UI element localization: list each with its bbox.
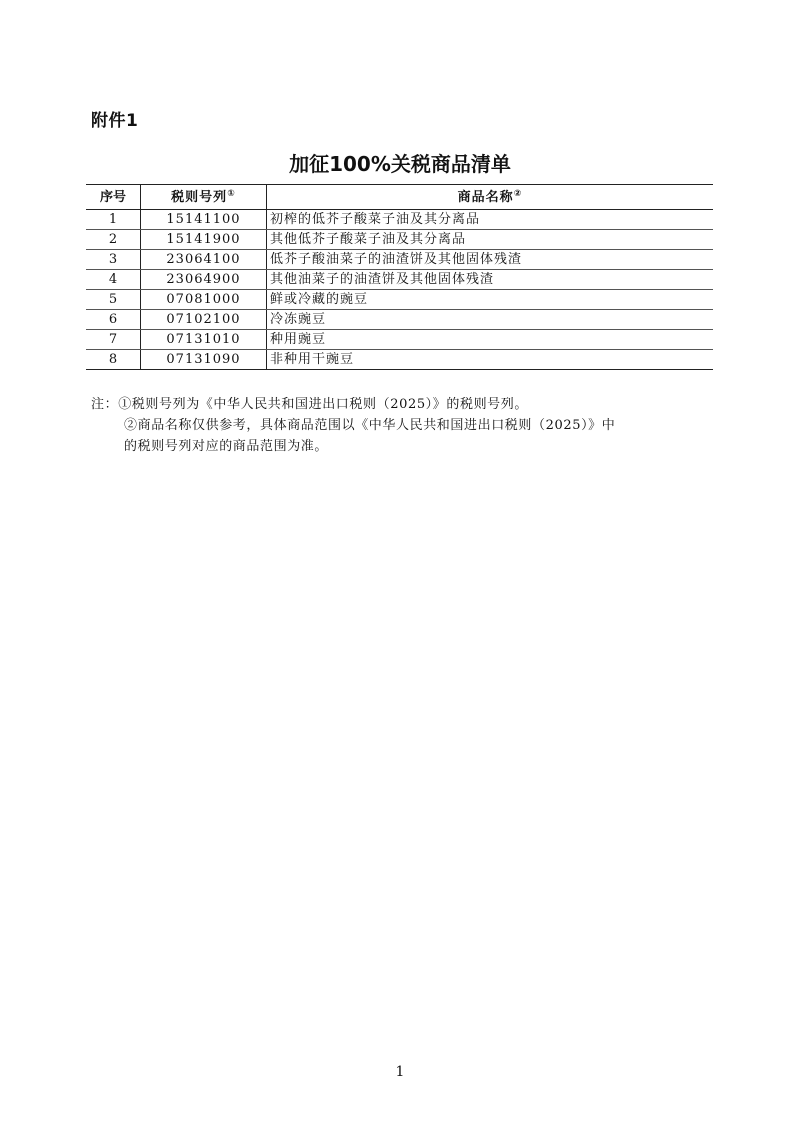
- header-name: [267, 185, 714, 210]
- footnote-1: 注：①税则号列为《中华人民共和国进出口税则（2025）》的税则号列。: [91, 397, 528, 412]
- row-name: 冷冻豌豆: [267, 310, 714, 330]
- document-title: 加征100%关税商品清单: [289, 152, 511, 176]
- table-row: [86, 230, 713, 250]
- table-row: [86, 290, 713, 310]
- row-code: 15141100: [141, 210, 267, 230]
- row-seq: 1: [86, 210, 141, 230]
- table-row: [86, 350, 713, 370]
- row-seq: 2: [86, 230, 141, 250]
- row-seq: 7: [86, 330, 141, 350]
- row-name: 非种用干豌豆: [267, 350, 714, 370]
- row-name: 种用豌豆: [267, 330, 714, 350]
- table-row: [86, 310, 713, 330]
- footnote-2: ②商品名称仅供参考，具体商品范围以《中华人民共和国进出口税则（2025）》中: [124, 418, 616, 433]
- header-seq: [86, 185, 141, 210]
- row-code: 23064100: [141, 250, 267, 270]
- table-row: [86, 210, 713, 230]
- table-row: [86, 270, 713, 290]
- row-code: 07081000: [141, 290, 267, 310]
- footnotes: [91, 394, 615, 457]
- row-name: 低芥子酸油菜子的油渣饼及其他固体残渣: [267, 250, 714, 270]
- row-code: 15141900: [141, 230, 267, 250]
- tariff-table: [86, 184, 713, 370]
- row-seq: 3: [86, 250, 141, 270]
- row-seq: 8: [86, 350, 141, 370]
- footnote-2-continued: 的税则号列对应的商品范围为准。: [124, 439, 329, 454]
- header-seq-label: 序号: [99, 189, 126, 205]
- row-code: 23064900: [141, 270, 267, 290]
- table-header-row: [86, 185, 713, 210]
- row-code: 07131010: [141, 330, 267, 350]
- row-seq: 6: [86, 310, 141, 330]
- row-code: 07102100: [141, 310, 267, 330]
- table-row: [86, 250, 713, 270]
- row-name: 鲜或冷藏的豌豆: [267, 290, 714, 310]
- header-name-label: 商品名称: [457, 189, 514, 205]
- row-seq: 4: [86, 270, 141, 290]
- row-name: 初榨的低芥子酸菜子油及其分离品: [267, 210, 714, 230]
- page-number: 1: [395, 1064, 405, 1080]
- table-row: [86, 330, 713, 350]
- footnote-mark-2: ②: [513, 188, 523, 199]
- row-name: 其他油菜子的油渣饼及其他固体残渣: [267, 270, 714, 290]
- header-code-label: 税则号列: [171, 189, 228, 205]
- row-code: 07131090: [141, 350, 267, 370]
- attachment-label: 附件1: [91, 111, 139, 131]
- footnote-mark-1: ①: [227, 188, 236, 199]
- row-name: 其他低芥子酸菜子油及其分离品: [267, 230, 714, 250]
- row-seq: 5: [86, 290, 141, 310]
- header-code: [141, 185, 267, 210]
